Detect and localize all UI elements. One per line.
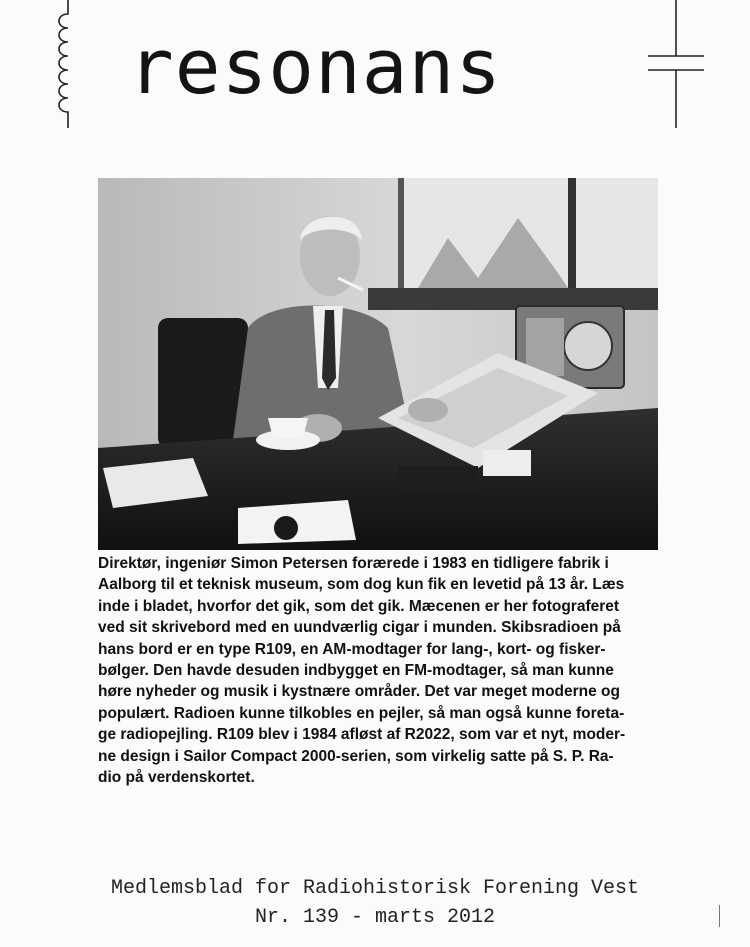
issue-number-date: Nr. 139 - marts 2012	[254, 906, 496, 929]
caption-line: dio på verdenskortet.	[98, 769, 255, 787]
caption-line: høre nyheder og musik i kystnære områder. Det var meget moderne og	[98, 683, 620, 701]
inductor-coil-icon	[52, 0, 92, 130]
caption-line: Aalborg til et teknisk museum, som dog kun fik en levetid på 13 år. Læs	[98, 576, 625, 594]
masthead-title: resonans	[128, 22, 503, 111]
capacitor-symbol-icon	[640, 0, 710, 130]
caption-line: hans bord er en type R109, en AM-modtager for lang-, kort- og fisker-	[98, 640, 606, 658]
caption-line: ne design i Sailor Compact 2000-serien, som virkelig satte på S. P. Ra-	[98, 747, 614, 765]
caption-line: ved sit skrivebord med en uundværlig cigar i munden. Skibsradioen på	[98, 619, 621, 637]
photo-caption	[98, 553, 670, 788]
publication-subtitle: Medlemsblad for Radiohistorisk Forening Vest	[110, 877, 640, 900]
caption-line: inde i bladet, hvorfor det gik, som det gik. Mæcenen er her fotograferet	[98, 597, 620, 615]
cover-photo	[98, 178, 658, 550]
caption-line: bølger. Den havde desuden indbygget en FM-modtager, så man kunne	[98, 662, 614, 680]
caption-line: ge radiopejling. R109 blev i 1984 afløst af R2022, som var et nyt, moder-	[98, 726, 626, 744]
scan-edge-mark	[719, 905, 720, 927]
caption-line: Direktør, ingeniør Simon Petersen forærede i 1983 en tidligere fabrik i	[98, 555, 609, 572]
caption-line: populært. Radioen kunne tilkobles en pejler, så man også kunne foreta-	[98, 704, 625, 722]
